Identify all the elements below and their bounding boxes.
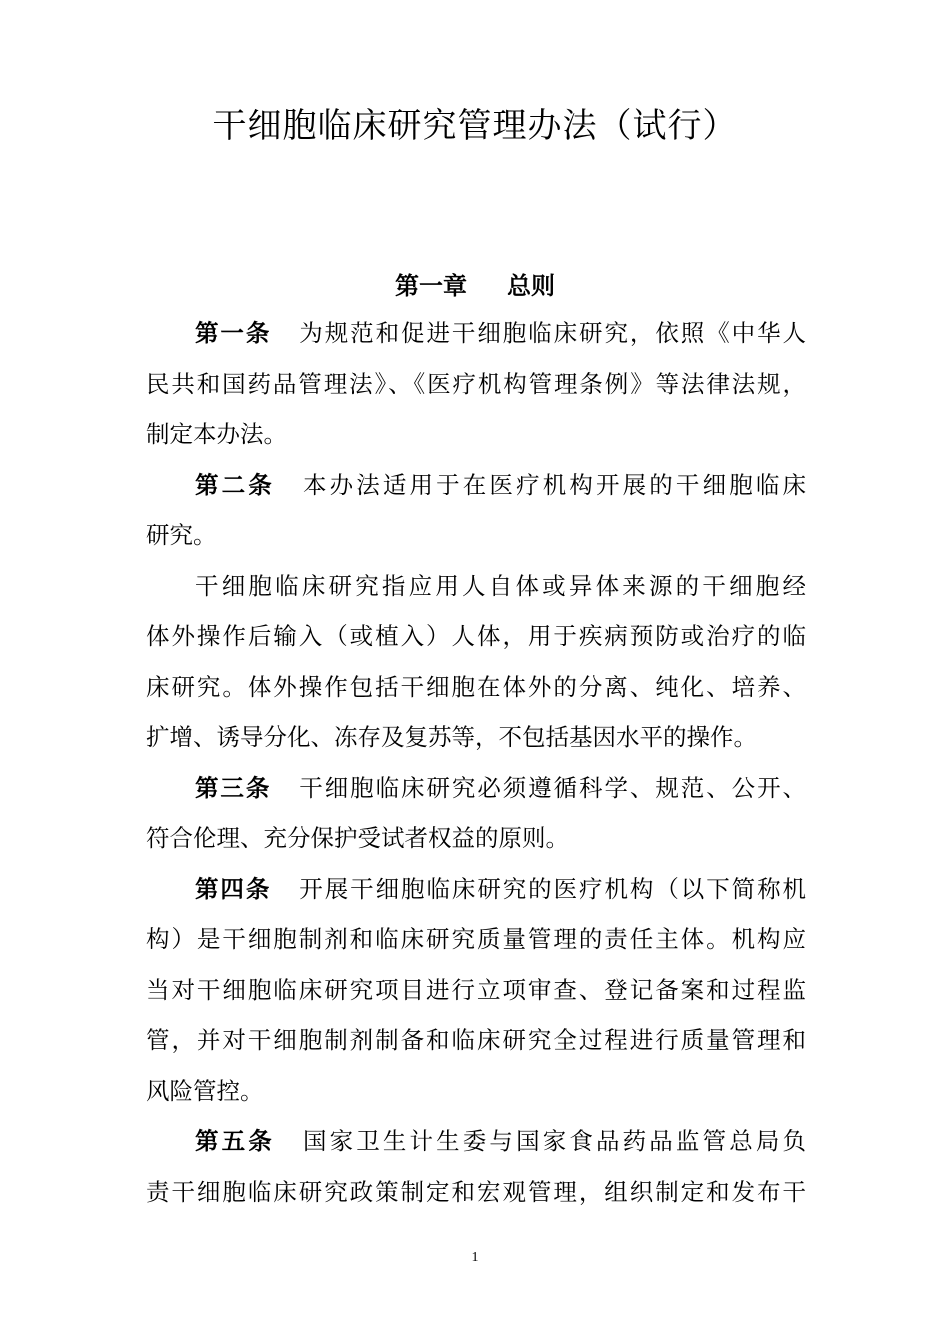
article-5: [146, 1116, 806, 1217]
chapter-number: 第一章: [395, 272, 467, 300]
article-text-line: 为规范和促进干细胞临床研究，依照《中华人: [299, 319, 806, 347]
article-label: 第四条: [195, 874, 272, 903]
article-label: 第二条: [195, 470, 275, 499]
document-title: 干细胞临床研究管理办法（试行）: [212, 106, 738, 146]
article-text-line: 本办法适用于在医疗机构开展的干细胞临床: [302, 470, 806, 499]
article-text-line: 开展干细胞临床研究的医疗机构（以下简称机: [299, 874, 806, 903]
article-4: [146, 864, 806, 1117]
article-text-line: 国家卫生计生委与国家食品药品监管总局负: [302, 1127, 806, 1155]
article-text-line: 风险管控。: [146, 1076, 264, 1105]
article-label: 第五条: [195, 1127, 275, 1155]
article-text-line: 责干细胞临床研究政策制定和宏观管理，组织制定和发布干: [146, 1177, 806, 1206]
paragraph-text-line: 干细胞临床研究指应用人自体或异体来源的干细胞经: [195, 571, 806, 600]
paragraph-text-line: 床研究。体外操作包括干细胞在体外的分离、纯化、培养、: [146, 672, 806, 701]
article-label: 第三条: [195, 773, 272, 802]
article-text-line: 制定本办法。: [146, 420, 287, 448]
article-text-line: 民共和国药品管理法》、《医疗机构管理条例》等法律法规，: [146, 369, 806, 398]
chapter-name: 总则: [507, 272, 555, 300]
article-1: [146, 308, 806, 460]
paragraph-text-line: 扩增、诱导分化、冻存及复苏等，不包括基因水平的操作。: [146, 723, 757, 751]
document-body: [146, 308, 806, 1217]
article-text-line: 干细胞临床研究必须遵循科学、规范、公开、: [299, 773, 806, 802]
article-text-line: 符合伦理、充分保护受试者权益的原则。: [146, 824, 569, 852]
page-number: 1: [471, 1250, 479, 1265]
article-text-line: 当对干细胞临床研究项目进行立项审查、登记备案和过程监: [146, 975, 806, 1004]
article-label: 第一条: [195, 319, 272, 347]
paragraph-text-line: 体外操作后输入（或植入）人体，用于疾病预防或治疗的临: [146, 622, 806, 650]
chapter-heading: [0, 266, 950, 301]
article-text-line: 构）是干细胞制剂和临床研究质量管理的责任主体。机构应: [146, 925, 806, 953]
article-text-line: 管，并对干细胞制剂制备和临床研究全过程进行质量管理和: [146, 1026, 806, 1054]
article-text-line: 研究。: [146, 521, 217, 549]
article-2: [146, 460, 806, 763]
article-3: [146, 763, 806, 864]
